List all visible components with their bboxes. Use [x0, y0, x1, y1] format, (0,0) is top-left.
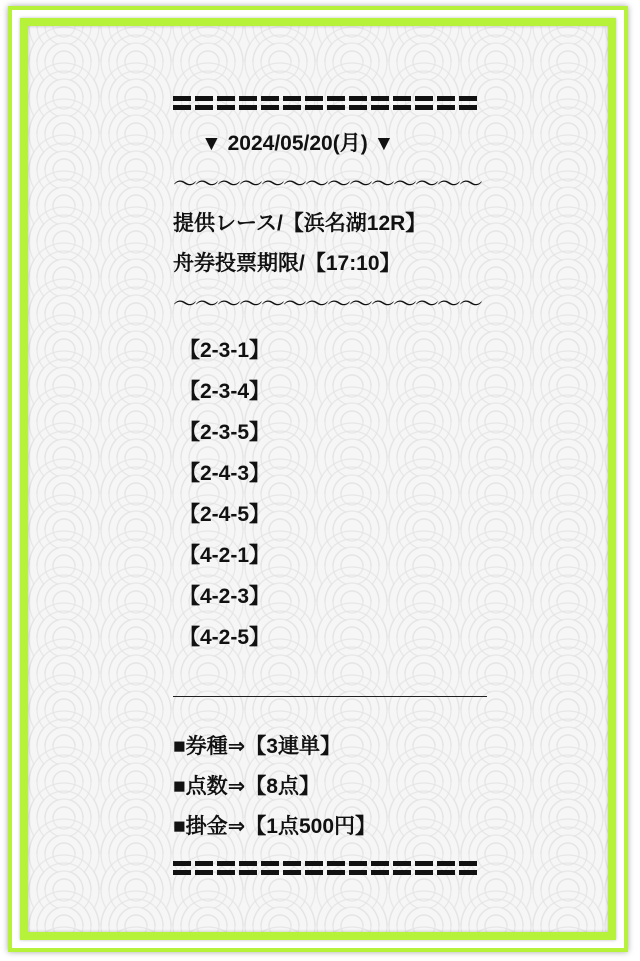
separator-bar	[305, 94, 323, 114]
list-item: 【2-4-5】	[179, 503, 271, 526]
outer-frame	[8, 6, 628, 952]
separator-bar	[239, 94, 257, 114]
horizontal-rule	[173, 696, 487, 697]
separator-bar	[437, 94, 455, 114]
separator-bar	[261, 859, 279, 879]
list-item: 【2-3-4】	[179, 380, 271, 403]
list-item: 【4-2-3】	[179, 585, 271, 608]
separator-bar	[195, 94, 213, 114]
list-item: 【4-2-1】	[179, 544, 271, 567]
separator-bar	[459, 859, 477, 879]
separator-bar	[283, 94, 301, 114]
separator-bar	[415, 859, 433, 879]
separator-bar	[305, 859, 323, 879]
top-separator	[173, 84, 493, 124]
separator-bar	[459, 94, 477, 114]
ticket-stake: ■掛金⇒【1点500円】	[173, 815, 376, 838]
separator-bar	[283, 859, 301, 879]
race-date: ▼ 2024/05/20(月) ▼	[201, 132, 395, 155]
vote-deadline: 舟券投票期限/【17:10】	[173, 252, 401, 275]
separator-bar	[239, 859, 257, 879]
separator-bar	[437, 859, 455, 879]
separator-bar	[327, 94, 345, 114]
wave-divider-top: 〜〜〜〜〜〜〜〜〜〜〜〜〜〜	[173, 170, 481, 198]
list-item: 【2-4-3】	[179, 462, 271, 485]
separator-bar	[371, 94, 389, 114]
separator-bar	[195, 859, 213, 879]
separator-bar	[217, 859, 235, 879]
separator-bar	[327, 859, 345, 879]
inner-frame	[20, 18, 616, 940]
separator-bar	[393, 859, 411, 879]
wave-divider-bottom: 〜〜〜〜〜〜〜〜〜〜〜〜〜〜	[173, 290, 481, 318]
betting-tip-card	[173, 84, 493, 889]
list-item: 【2-3-5】	[179, 421, 271, 444]
ticket-points: ■点数⇒【8点】	[173, 775, 320, 798]
bottom-separator	[173, 849, 493, 889]
separator-bar	[173, 94, 191, 114]
ticket-type: ■券種⇒【3連単】	[173, 735, 341, 758]
list-item: 【2-3-1】	[179, 339, 271, 362]
combination-list	[173, 330, 493, 658]
list-item: 【4-2-5】	[179, 626, 271, 649]
bet-summary	[173, 727, 493, 847]
separator-bar	[371, 859, 389, 879]
separator-bar	[217, 94, 235, 114]
separator-bar	[349, 859, 367, 879]
separator-bar	[393, 94, 411, 114]
separator-bar	[349, 94, 367, 114]
separator-bar	[261, 94, 279, 114]
separator-bar	[415, 94, 433, 114]
provided-race: 提供レース/【浜名湖12R】	[173, 212, 427, 235]
separator-bar	[173, 859, 191, 879]
